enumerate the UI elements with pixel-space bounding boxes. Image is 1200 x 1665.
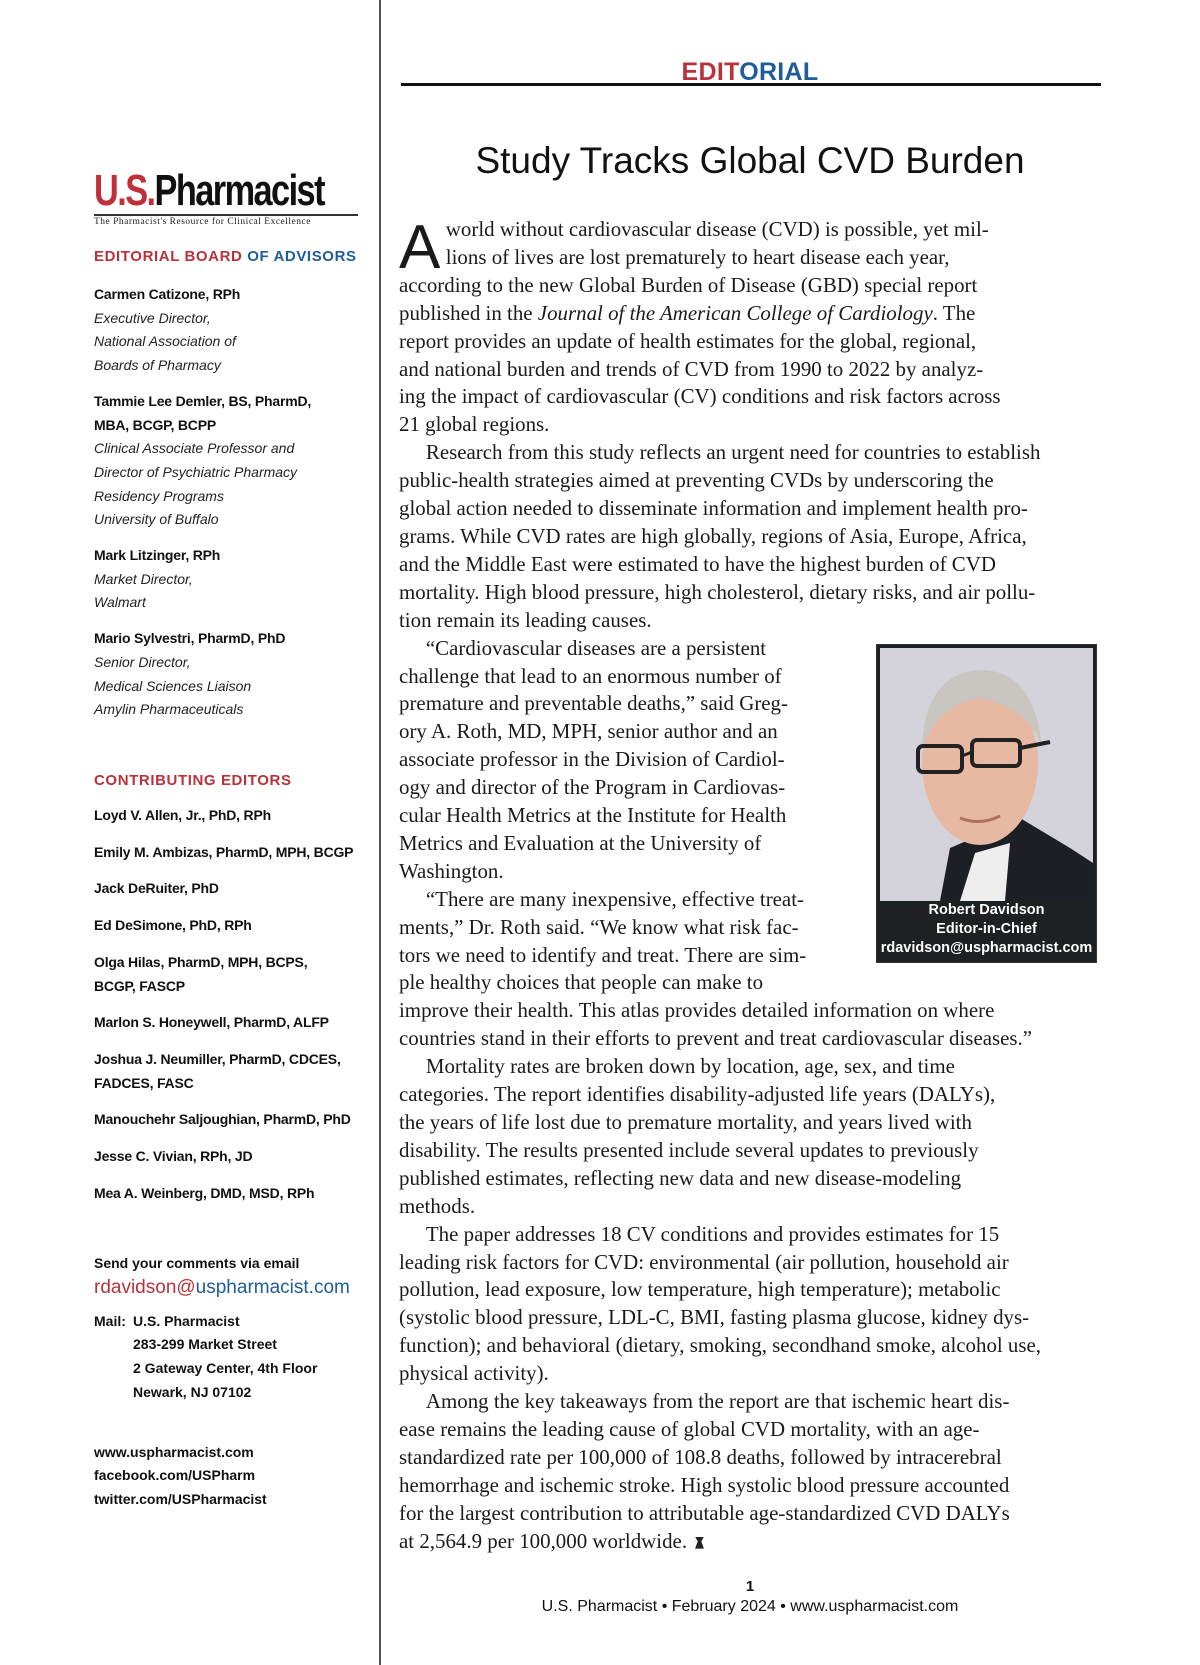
editor-name: Robert Davidson [928,902,1045,918]
text-line: Research from this study reflects an urgent need for countries to establish [425,440,1041,465]
editor-email[interactable]: rdavidson@uspharmacist.com [880,940,1093,956]
advisor-entry [94,390,364,532]
end-of-article-icon [695,1537,704,1549]
text-run: . The [932,300,976,325]
contributing-editor [94,1182,364,1206]
editor-title: Editor-in-Chief [936,921,1037,937]
text-line: ory A. Roth, MD, MPH, senior author and an [399,719,778,744]
text-line: hemorrhage and ischemic stroke. High systolic blood pressure accounted [399,1472,1010,1497]
text-line: and the Middle East were estimated to have the highest burden of CVD [399,551,996,576]
text-line: methods. [399,1193,476,1218]
text-line: countries stand in their efforts to prevent and treat cardiovascular diseases.” [399,1026,1033,1051]
contributing-editors [94,772,364,1218]
mail-label: Mail: [94,1312,126,1329]
text-line: associate professor in the Division of Cardiol- [399,747,785,772]
advisor-role: Boards of Pharmacy [94,357,221,374]
mail-line: Newark, NJ 07102 [133,1383,252,1400]
contributing-editors-heading: CONTRIBUTING EDITORS [94,772,292,789]
page-number: 1 [745,1578,755,1595]
email-user: rdavidson@ [94,1276,196,1298]
mail-line: U.S. Pharmacist [133,1312,240,1329]
editor-name-line: FADCES, FASC [94,1074,194,1091]
text-line: lions of lives are lost prematurely to heart disease each year, [445,244,950,269]
us-pharmacist-logo [94,168,358,227]
article-paragraph [399,1221,1099,1388]
editor-name-line: Jesse C. Vivian, RPh, JD [94,1148,253,1165]
text-line: the years of life lost due to premature mortality, and years lived with [399,1110,972,1134]
section-label-red: EDIT [681,58,740,86]
editor-name-line: Marlon S. Honeywell, PharmD, ALFP [94,1014,329,1031]
contact-info [94,1252,364,1512]
text-line: (systolic blood pressure, LDL-C, BMI, fasting plasma glucose, kidney dys- [399,1305,1030,1330]
editor-name-line: BCGP, FASCP [94,977,185,994]
advisor-name: Carmen Catizone, RPh [94,286,241,302]
advisor-name: Mario Sylvestri, PharmD, PhD [94,630,286,647]
column-divider [379,0,381,1665]
editor-name-line: Mea A. Weinberg, DMD, MSD, RPh [94,1184,315,1201]
email-domain: uspharmacist.com [195,1276,350,1298]
section-label-blue: ORIAL [739,58,819,86]
comments-label: Send your comments via email [94,1255,300,1271]
text-line: challenge that lead to an enormous number of [399,663,782,688]
contributing-editor [94,1145,364,1169]
text-line: mortality. High blood pressure, high cholesterol, dietary risks, and air pollu- [399,579,1036,604]
text-line: ing the impact of cardiovascular (CV) conditions and risk factors across [399,384,1001,409]
text-line: grams. While CVD rates are high globally, regions of Asia, Europe, Africa, [399,523,1027,548]
advisor-role: Director of Psychiatric Pharmacy [94,463,298,480]
website-link[interactable]: www.uspharmacist.com [94,1443,254,1460]
advisor-entry [94,627,364,722]
article-paragraph [399,213,1099,439]
article-title: Study Tracks Global CVD Burden [475,140,1025,181]
contributing-editor [94,841,364,865]
social-links [94,1441,364,1512]
text-line: world without cardiovascular disease (CVD) is possible, yet mil- [445,217,989,241]
text-line: The paper addresses 18 CV conditions and provides estimates for 15 [425,1221,1000,1246]
advisor-name: Mark Litzinger, RPh [94,547,221,564]
contributing-editor [94,804,364,828]
journal-name: Journal of the American College of Cardiology [537,300,933,325]
photo-caption [877,901,1096,958]
editor-name-line: Ed DeSimone, PhD, RPh [94,917,252,934]
page-footer: U.S. Pharmacist • February 2024 • www.uspharmacist.com [541,1598,959,1615]
text-line: categories. The report identifies disability-adjusted life years (DALYs), [399,1082,996,1107]
text-line: Among the key takeaways from the report are that ischemic heart dis- [425,1389,1010,1414]
article-paragraph [399,1388,1099,1555]
advisor-name: MBA, BCGP, BCPP [94,416,216,433]
advisor-role: University of Buffalo [94,511,219,528]
editorial-board-heading [94,248,364,265]
text-line: pollution, lead exposure, low temperature, high temperature); metabolic [399,1277,1001,1302]
text-line [399,300,1096,328]
text-line: premature and preventable deaths,” said Greg- [399,691,788,716]
contributing-editor [94,877,364,901]
editor-name-line: Emily M. Ambizas, PharmD, MPH, BCGP [94,843,354,860]
text-line: tion remain its leading causes. [399,607,652,632]
advisor-role: Market Director, [94,570,193,587]
text-line: improve their health. This atlas provides detailed information on where [399,998,995,1023]
text-line: Mortality rates are broken down by location, age, sex, and time [425,1054,955,1079]
advisor-role: Clinical Associate Professor and [94,440,295,457]
facebook-link[interactable]: facebook.com/USPharm [94,1467,256,1484]
mail-line: 283-299 Market Street [133,1336,277,1353]
logo-name: Pharmacist [154,166,324,215]
text-line: published estimates, reflecting new data and new disease-modeling [399,1165,962,1190]
text-line: disability. The results presented include several updates to previously [399,1137,979,1162]
text-run: published in the [399,300,538,325]
heading-part-red: EDITORIAL BOARD [94,248,243,265]
text-line: Washington. [399,858,504,883]
text-line: 21 global regions. [399,412,550,437]
advisor-role: Walmart [94,594,146,611]
text-line: according to the new Global Burden of Disease (GBD) special report [399,272,978,297]
text-line: standardized rate per 100,000 of 108.8 deaths, followed by intracerebral [399,1444,1002,1469]
text-line: ogy and director of the Program in Cardiovas- [399,775,786,800]
text-line: global action needed to disseminate information and implement health pro- [399,496,1028,521]
text-line: cular Health Metrics at the Institute for Health [399,803,787,828]
text-line: for the largest contribution to attributable age-standardized CVD DALYs [399,1500,1010,1525]
logo-us: U.S. [94,166,155,215]
advisor-entry [94,283,364,378]
text-line: at 2,564.9 per 100,000 worldwide. [399,1528,1096,1556]
mail-line: 2 Gateway Center, 4th Floor [133,1360,318,1377]
text-line: ple healthy choices that people can make to [399,970,764,995]
twitter-link[interactable]: twitter.com/USPharmacist [94,1490,267,1507]
text-line: physical activity). [399,1361,549,1386]
text-line: “Cardiovascular diseases are a persistent [425,635,767,660]
editor-photo-box [876,644,1097,963]
editor-name-line: Manouchehr Saljoughian, PharmD, PhD [94,1111,351,1128]
logo-tagline: The Pharmacist's Resource for Clinical Excellence [94,217,311,227]
advisor-role: Executive Director, [94,309,211,326]
contributing-editor [94,951,364,998]
advisor-role: Residency Programs [94,487,224,504]
article-paragraph [399,1053,1099,1220]
contributing-editor-list [94,804,364,1205]
text-line: public-health strategies aimed at preventing CVDs by underscoring the [399,468,994,493]
drop-cap: A [399,213,441,282]
mail-address [94,1310,364,1405]
advisor-role: Senior Director, [94,653,191,670]
editor-portrait [880,648,1093,901]
contributing-editor [94,914,364,938]
editorial-board [94,248,364,734]
editor-name-line: Jack DeRuiter, PhD [94,880,219,897]
contributing-editor [94,1108,364,1132]
contributing-editor [94,1011,364,1035]
text-line: function); and behavioral (dietary, smoking, secondhand smoke, alcohol use, [399,1333,1042,1358]
text-line: “There are many inexpensive, effective treat- [425,886,804,911]
heading-part-blue: OF ADVISORS [242,248,357,265]
advisor-role: National Association of [94,333,236,350]
advisor-name: Tammie Lee Demler, BS, PharmD, [94,392,312,409]
editor-name-line: Loyd V. Allen, Jr., PhD, RPh [94,807,271,823]
advisor-role: Amylin Pharmaceuticals [94,701,244,718]
editor-name-line: Olga Hilas, PharmD, MPH, BCPS, [94,953,308,970]
article-paragraph [399,439,1099,634]
text-line: ease remains the leading cause of global CVD mortality, with an age- [399,1416,980,1441]
text-line: report provides an update of health estimates for the global, regional, [399,328,977,353]
advisor-entry [94,544,364,615]
text-line: leading risk factors for CVD: environmental (air pollution, household air [399,1249,1009,1274]
contributing-editor [94,1048,364,1095]
advisor-role: Medical Sciences Liaison [94,677,252,694]
text-line: and national burden and trends of CVD from 1990 to 2022 by analyz- [399,356,984,381]
advisor-list [94,283,364,722]
text-line: Metrics and Evaluation at the University of [399,830,762,855]
text-line: tors we need to identify and treat. There are sim- [399,942,807,967]
contact-email-link[interactable] [94,1276,364,1300]
editor-name-line: Joshua J. Neumiller, PharmD, CDCES, [94,1050,341,1067]
text-line: ments,” Dr. Roth said. “We know what risk fac- [399,914,799,939]
section-label [650,58,850,86]
